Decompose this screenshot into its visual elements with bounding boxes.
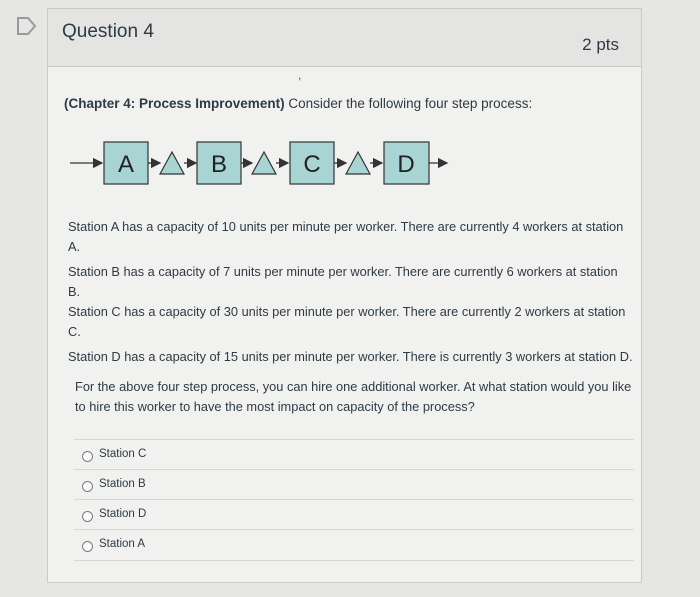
station-label-c: C — [303, 151, 321, 178]
answer-option[interactable] — [74, 529, 634, 561]
answer-label: Station D — [99, 508, 147, 520]
chapter-label: (Chapter 4: Process Improvement) — [64, 96, 285, 111]
radio-button[interactable] — [82, 481, 93, 492]
question-intro — [64, 96, 624, 111]
answer-label: Station A — [99, 538, 146, 550]
station-a-text: Station A has a capacity of 10 units per minute per worker. There are currently 4 workers at station A. — [68, 219, 624, 254]
answer-label: Station B — [99, 478, 146, 490]
answer-option[interactable] — [74, 439, 634, 470]
question-title: Question 4 — [62, 21, 154, 42]
station-b-text: Station B has a capacity of 7 units per minute per worker. There are currently 6 workers at station B. — [68, 264, 618, 299]
question-prompt: For the above four step process, you can hire one additional worker. At what station would you like to hire this worker to have the most impact on capacity of the process? — [75, 379, 632, 414]
station-c-text: Station C has a capacity of 30 units per minute per worker. There are currently 2 workers at station C. — [68, 304, 626, 339]
radio-button[interactable] — [82, 541, 93, 552]
answer-option[interactable] — [74, 499, 634, 530]
station-label-d: D — [397, 151, 415, 178]
question-card — [47, 8, 642, 583]
radio-button[interactable] — [82, 451, 93, 462]
answer-option[interactable] — [74, 469, 634, 500]
inventory-triangle — [252, 152, 276, 174]
question-points: 2 pts — [582, 35, 619, 54]
station-d-text: Station D has a capacity of 15 units per minute per worker. There is currently 3 workers at station D. — [68, 349, 633, 364]
intro-text: Consider the following four step process: — [284, 96, 533, 111]
station-label-a: A — [117, 151, 135, 178]
station-label-b: B — [210, 151, 228, 178]
process-flow-diagram — [64, 132, 454, 188]
bookmark-icon[interactable] — [16, 16, 38, 36]
inventory-triangle — [346, 152, 370, 174]
question-header — [48, 9, 641, 67]
radio-button[interactable] — [82, 511, 93, 522]
stray-mark: , — [298, 68, 302, 82]
answer-label: Station C — [99, 448, 147, 460]
inventory-triangle — [160, 152, 184, 174]
station-descriptions — [68, 217, 633, 367]
